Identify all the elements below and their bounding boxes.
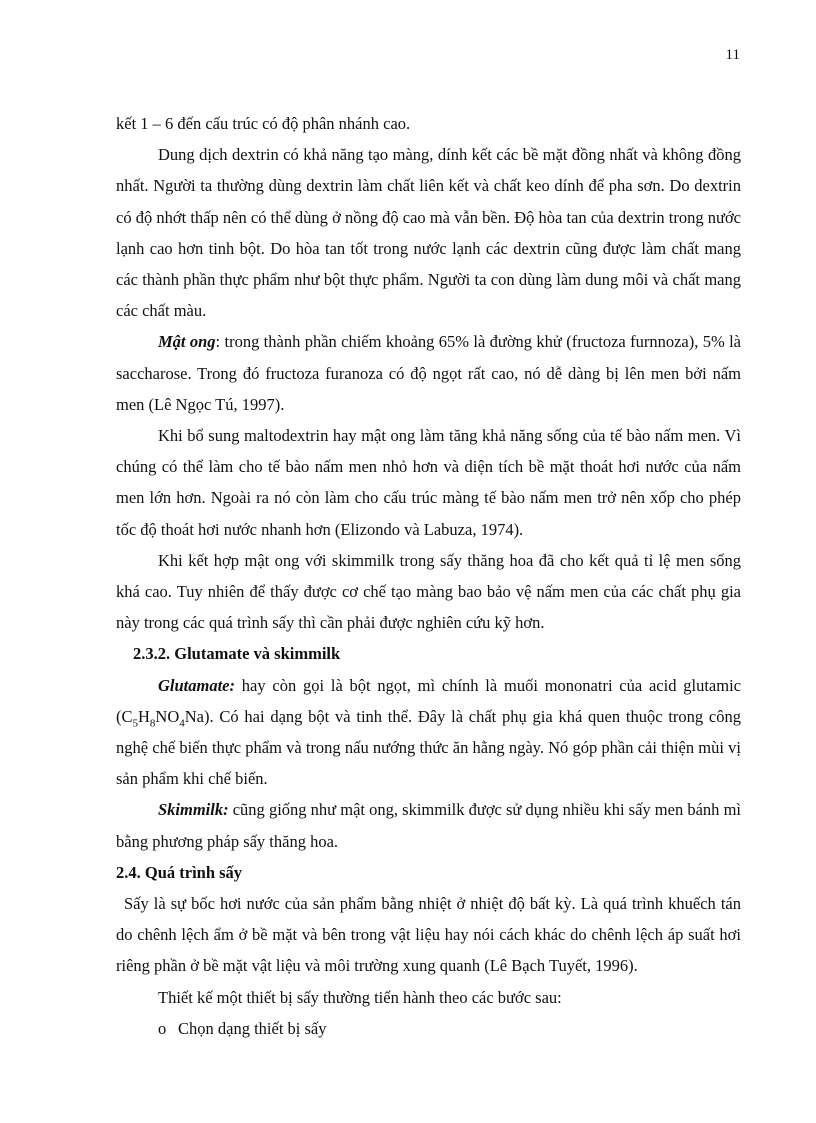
subscript-8: 8	[149, 717, 156, 730]
subscript-5: 5	[132, 717, 138, 730]
paragraph-dextrin-properties: Dung dịch dextrin có khả năng tạo màng, dính kết các bề mặt đồng nhất và không đồng nhất. Người ta thường dùng dextrin làm chất liên kết và chất keo dính để pha sơn. Do dextrin có độ nhớt thấp nên có thể dùng ở nồng độ cao mà vẫn bền. Độ hòa tan của dextrin trong nước lạnh cao hơn tinh bột. Do hòa tan tốt trong nước lạnh các dextrin cũng được làm chất mang các thành phần thực phẩm như bột thực phẩm. Người ta con dùng làm dung môi và chất mang các chất màu.	[116, 145, 741, 321]
glutamate-text-b: Na). Có hai dạng bột và tinh thể. Đây là chất phụ gia khá quen thuộc trong công nghệ chế biến thực phẩm và trong nấu nướng thức ăn hằng ngày. Nó góp phần cải thiện mùi vị sản phẩm khi chế biến.	[116, 706, 741, 789]
paragraph-dextrin-intro: kết 1 – 6 đến cấu trúc có độ phân nhánh cao.	[116, 114, 411, 133]
paragraph-skimmilk	[116, 794, 741, 856]
formula-no: NO	[155, 706, 180, 726]
heading-2-4: 2.4. Quá trình sấy	[116, 862, 243, 882]
paragraph-honey-text: : trong thành phần chiếm khoảng 65% là đường khử (fructoza furnnoza), 5% là saccharose. Trong đó fructoza furanoza có độ ngọt rất cao, nó dễ dàng bị lên men bởi nấm men (Lê Ngọc Tú, 1997).	[116, 332, 741, 414]
paragraph-honey	[116, 326, 741, 420]
subscript-4: 4	[179, 717, 185, 730]
term-glutamate: Glutamate:	[158, 675, 235, 695]
paragraph-design-steps: Thiết kế một thiết bị sấy thường tiến hành theo các bước sau:	[158, 987, 562, 1007]
term-skimmilk: Skimmilk:	[158, 800, 229, 820]
paragraph-maltodextrin: Khi bổ sung maltodextrin hay mật ong làm tăng khả năng sống của tế bào nấm men. Vì chúng có thể làm cho tế bào nấm men nhỏ hơn và diện tích bề mặt thoát hơi nước của nấm men lớn hơn. Ngoài ra nó còn làm cho cấu trúc màng tế bào nấm men trở nên xốp cho phép tốc độ thoát hơi nước nhanh hơn (Elizondo và Labuza, 1974).	[116, 426, 741, 539]
body-text	[116, 108, 741, 1044]
list-item	[116, 1013, 741, 1044]
heading-2-3-2: 2.3.2. Glutamate và skimmilk	[133, 644, 341, 664]
bullet-marker: o	[158, 1018, 167, 1038]
paragraph-glutamate	[116, 670, 741, 795]
term-honey: Mật ong	[158, 332, 216, 352]
formula-h: H	[138, 706, 150, 726]
glutamate-text-a: hay còn gọi là bột ngọt, mì chính là muối mononatri của acid glutamic (C	[116, 675, 741, 726]
list-item-text: Chọn dạng thiết bị sấy	[178, 1018, 327, 1038]
paragraph-drying: Sấy là sự bốc hơi nước của sản phẩm bằng nhiệt ở nhiệt độ bất kỳ. Là quá trình khuếch tán do chênh lệch ẩm ở bề mặt và bên trong vật liệu hay nói cách khác do chênh lệch áp suất hơi riêng phần ở bề mặt vật liệu và môi trường xung quanh (Lê Bạch Tuyết, 1996).	[116, 894, 741, 976]
page-number: 11	[725, 47, 740, 63]
paragraph-honey-skimmilk: Khi kết hợp mật ong với skimmilk trong sấy thăng hoa đã cho kết quả tỉ lệ men sống khá cao. Tuy nhiên để thấy được cơ chế tạo màng bao bảo vệ nấm men của các chất phụ gia này trong các quá trình sấy thì cần phải được nghiên cứu kỹ hơn.	[116, 550, 741, 633]
paragraph-skimmilk-text: cũng giống như mật ong, skimmilk được sử dụng nhiều khi sấy men bánh mì bằng phương pháp sấy thăng hoa.	[116, 800, 741, 851]
